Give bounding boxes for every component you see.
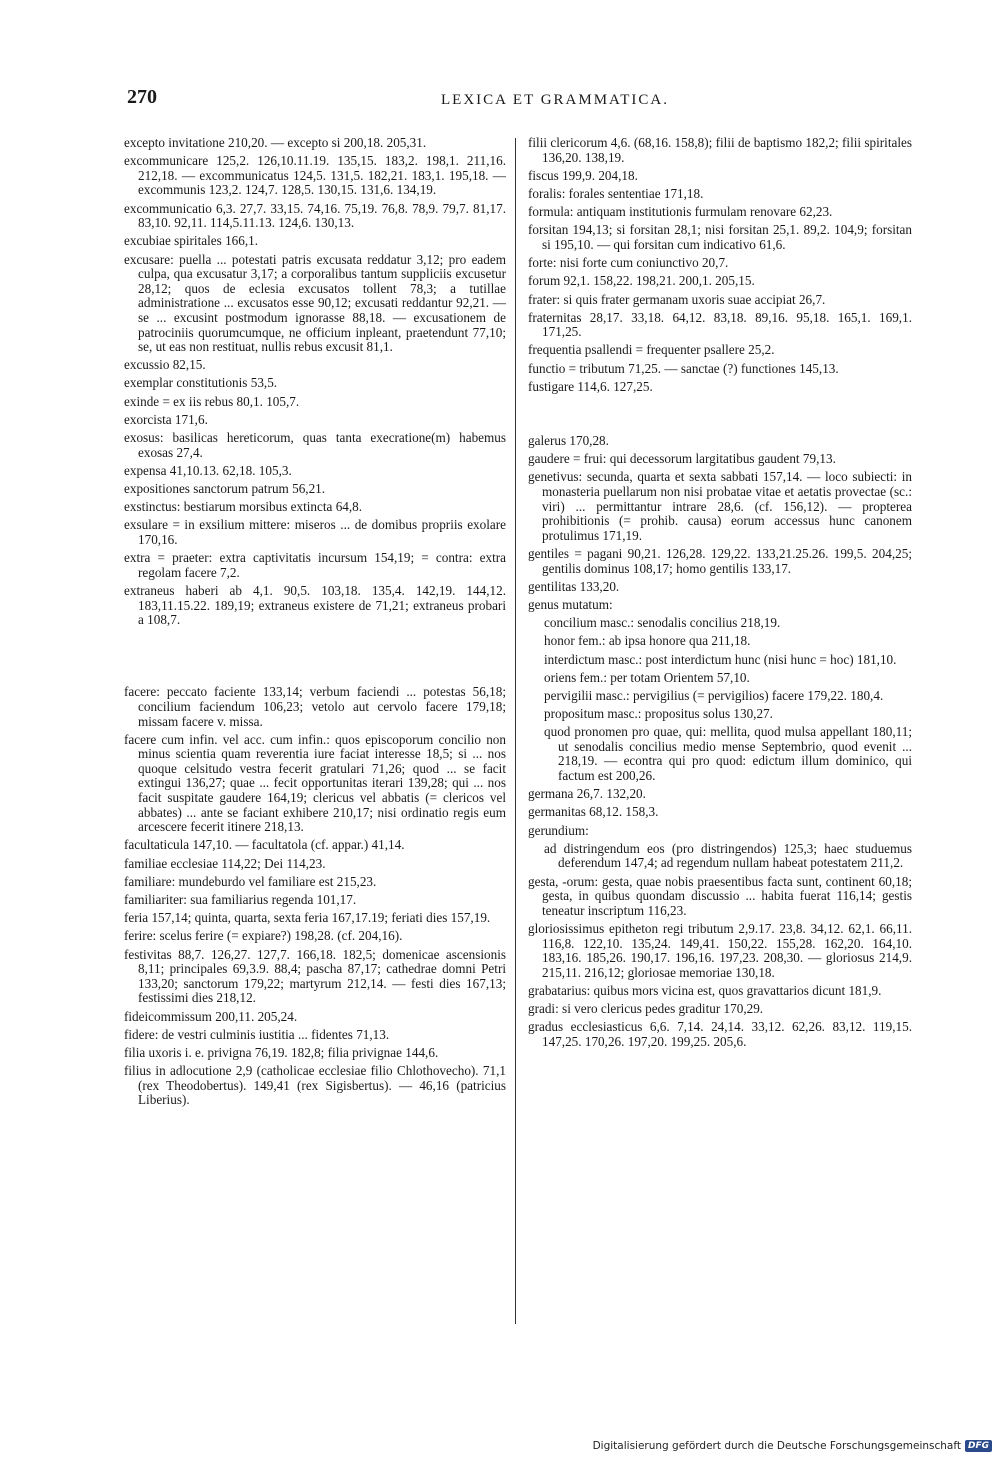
index-entry: excubiae spiritales 166,1. (124, 233, 259, 249)
index-entry: exsulare = in exsilium mittere: miseros ... de domibus propriis exolare 170,16. (124, 517, 506, 547)
gerundium-sub (528, 842, 912, 871)
index-entry: facultaticula 147,10. — facultatola (cf. appar.) 41,14. (124, 837, 405, 853)
page-number: 270 (127, 86, 157, 108)
right-entries-f (528, 136, 912, 394)
index-entry: grabatarius: quibus mors vicina est, quos gravattarios dicunt 181,9. (528, 982, 882, 998)
index-entry: exorcista 171,6. (124, 411, 208, 427)
left-entries-f (124, 685, 506, 1108)
index-entry: extraneus haberi ab 4,1. 90,5. 103,18. 135,4. 142,19. 144,12. 183,11.15.22. 189,19; extraneus existere de 71,21; extraneus probari a 108,7. (124, 582, 506, 628)
index-entry: gentiles = pagani 90,21. 126,28. 129,22. 133,21.25.26. 199,5. 204,25; gentilis dominus 108,17; homo gentilis 133,17. (528, 545, 912, 576)
footer-credit: Digitalisierung gefördert durch die Deutsche Forschungsgemeinschaft (592, 1440, 961, 1452)
left-column (124, 136, 506, 1111)
index-entry: ferire: scelus ferire (= expiare?) 198,28. (cf. 204,16). (124, 928, 403, 944)
index-entry: genetivus: secunda, quarta et sexta sabbati 157,14. — loco subiecti: in monasteria puellarum non nisi probatae vitae et aetatis provectae (sc.: viri) ... permittantur intrare 28,6. (cf. 156,12). — propterea prohibitionis (= prohib. causa) eorum accessus hunc canonem protulimus 171,19. (528, 469, 912, 543)
index-entry: filius in adlocutione 2,9 (catholicae ecclesiae filio Chlothovecho). 71,1 (rex Theodobertus). 149,41 (rex Sigisbertus). — 46,16 (patricius Liberius). (124, 1063, 506, 1108)
index-entry: familiae ecclesiae 114,22; Dei 114,23. (124, 855, 326, 871)
index-entry: genus mutatum: (528, 596, 613, 612)
index-entry: excommunicare 125,2. 126,10.11.19. 135,15. 183,2. 198,1. 211,16. 212,18. — excommunicatus 124,5. 131,5. 182,21. 183,1. 195,18. — excommunis 123,2. 124,7. 128,5. 130,15. 131,6. 134,19. (124, 153, 506, 198)
index-entry: germanitas 68,12. 158,3. (528, 804, 659, 820)
index-entry: festivitas 88,7. 126,27. 127,7. 166,18. 182,5; domenicae ascensionis 8,11; principales 69,3.9. 88,4; pascha 87,17; cathedrae domni Petri 133,20; sanctorum 179,22; martyrum 212,14. — festi dies 167,13; festissimi dies 218,12. (124, 946, 506, 1006)
index-entry: gaudere = frui: qui decessorum largitatibus gaudent 79,13. (528, 451, 836, 467)
index-entry: gentilitas 133,20. (528, 578, 620, 594)
index-entry: honor fem.: ab ipsa honore qua 211,18. (544, 633, 751, 649)
index-entry: filii clericorum 4,6. (68,16. 158,8); filii de baptismo 182,2; filii spiritales 136,20. 138,19. (528, 135, 912, 165)
index-entry: familiariter: sua familiarius regenda 101,17. (124, 892, 357, 907)
index-entry: germana 26,7. 132,20. (528, 786, 646, 802)
column-rule (515, 138, 516, 1324)
index-entry: fideicommissum 200,11. 205,24. (124, 1008, 298, 1024)
index-entry: gradi: si vero clericus pedes graditur 170,29. (528, 1001, 764, 1017)
index-entry: extra = praeter: extra captivitatis incursum 154,19; = contra: extra regolam facere 7,2. (124, 550, 506, 580)
index-entry: gradus ecclesiasticus 6,6. 7,14. 24,14. 33,12. 62,26. 83,12. 119,15. 147,25. 170,26. 197,20. 199,25. 205,6. (528, 1019, 912, 1049)
index-entry: functio = tributum 71,25. — sanctae (?) functiones 145,13. (528, 360, 839, 376)
index-entry: exemplar constitutionis 53,5. (124, 375, 278, 391)
index-entry: feria 157,14; quinta, quarta, sexta feria 167,17.19; feriati dies 157,19. (124, 910, 491, 926)
index-entry: formula: antiquam institutionis furmulam renovare 62,23. (528, 204, 833, 220)
index-entry: gesta, -orum: gesta, quae nobis praesentibus facta sunt, continent 60,18; gesta, in quibus quondam discussio ... habita fuerat 116,14; gestis teneatur inscriptum 116,23. (528, 873, 912, 918)
index-entry: expositiones sanctorum patrum 56,21. (124, 481, 326, 496)
index-entry: galerus 170,28. (528, 433, 609, 449)
right-column (528, 136, 912, 1053)
index-entry: excommunicatio 6,3. 27,7. 33,15. 74,16. 75,19. 76,8. 78,9. 79,7. 81,17. 83,10. 92,11. 114,5.11.13. 124,6. 130,13. (124, 200, 506, 231)
footer (593, 1440, 992, 1452)
running-head: LEXICA ET GRAMMATICA. (441, 92, 669, 108)
index-entry: frequentia psallendi = frequenter psallere 25,2. (528, 342, 775, 358)
index-entry: propositum masc.: propositus solus 130,27. (544, 706, 773, 722)
index-entry: foralis: forales sententiae 171,18. (528, 185, 704, 201)
index-entry: excusare: puella ... potestati patris excusata reddatur 3,12; pro eadem culpa, qua excusatur 3,17; a corporalibus tantum suppliciis excusetur 28,12; quos de eclesia excusatos tollent 78,3; a tutillae administratione ... excusatos esse 90,12; excusati reddantur 92,21. — se ... excusint postmodum ignorasse 88,18. — excusationem de patrociniis quorumcumque, ne officium inpleant, praetendunt 77,10; se, ut eas non restituat, nullis rebus excusit 81,1. (124, 251, 506, 355)
index-entry: concilium masc.: senodalis concilius 218,19. (544, 615, 781, 631)
index-entry: forte: nisi forte cum coniunctivo 20,7. (528, 255, 729, 271)
index-entry: filia uxoris i. e. privigna 76,19. 182,8; filia privignae 144,6. (124, 1044, 439, 1060)
index-entry: excepto invitatione 210,20. — excepto si 200,18. 205,31. (124, 135, 427, 150)
left-entries-e (124, 136, 506, 628)
index-entry: interdictum masc.: post interdictum hunc (nisi hunc = hoc) 181,10. (544, 651, 897, 667)
right-entries-g2 (528, 787, 912, 838)
index-entry: ad distringendum eos (pro distringendos) 125,3; haec studuemus deferendum 147,4; ad regendum nullam habeat potestatem 211,2. (544, 840, 912, 871)
index-entry: excussio 82,15. (124, 357, 206, 373)
index-entry: facere: peccato faciente 133,14; verbum faciendi ... potestas 56,18; concilium faciendum 106,23; vetolo aut cervolo facere 179,18; missam facere v. missa. (124, 684, 506, 729)
dfg-logo: DFG (965, 1440, 992, 1452)
index-entry: fidere: de vestri culminis iustitia ... fidentes 71,13. (124, 1026, 390, 1042)
index-entry: pervigilii masc.: pervigilius (= pervigilios) facere 179,22. 180,4. (544, 687, 884, 703)
genus-mutatum-sub (528, 616, 912, 784)
index-entry: exosus: basilicas hereticorum, quas tanta execratione(m) habemus exosas 27,4. (124, 430, 506, 460)
right-entries-g (528, 434, 912, 613)
index-entry: forsitan 194,13; si forsitan 28,1; nisi forsitan 25,1. 89,2. 104,9; forsitan si 195,10. — qui forsitan cum indicativo 61,6. (528, 222, 912, 252)
index-entry: frater: si quis frater germanam uxoris suae accipiat 26,7. (528, 291, 826, 307)
index-entry: fraternitas 28,17. 33,18. 64,12. 83,18. 89,16. 95,18. 165,1. 169,1. 171,25. (528, 309, 912, 340)
index-entry: exinde = ex iis rebus 80,1. 105,7. (124, 393, 300, 409)
index-entry: fustigare 114,6. 127,25. (528, 378, 653, 394)
index-entry: quod pronomen pro quae, qui: mellita, quod mulsa appellant 180,11; ut senodalis concilius medio mense Septembrio, quod evenit ... 218,19. — econtra qui pro quod: edictum illum dominico, qui factum est 200,26. (544, 724, 912, 784)
index-entry: facere cum infin. vel acc. cum infin.: quos episcoporum concilio non minus scientia quam reverentia iure faciat interesse 18,5; si ... nos quoque celsitudo vestra fecerit gratulari 71,26; quod ... se facit extingui 136,27; quae ... fecit opportunitas iterari 139,28; qui ... nos facit suspitate gaudere 164,19; clericus vel abbatis (= clericos vel abbates) ... ante se faciant exhibere 210,17; nisi ordinatio regis eum arcescere fecerit itinere 218,13. (124, 731, 506, 835)
index-entry: oriens fem.: per totam Orientem 57,10. (544, 669, 750, 685)
index-entry: forum 92,1. 158,22. 198,21. 200,1. 205,15. (528, 273, 755, 289)
index-entry: expensa 41,10.13. 62,18. 105,3. (124, 462, 292, 478)
index-entry: familiare: mundeburdo vel familiare est 215,23. (124, 873, 377, 889)
index-entry: exstinctus: bestiarum morsibus extincta 64,8. (124, 499, 363, 515)
index-entry: gerundium: (528, 822, 589, 838)
right-entries-g3 (528, 875, 912, 1050)
index-entry: gloriosissimus epitheton regi tributum 2,9.17. 23,8. 34,12. 62,1. 66,11. 116,8. 122,10. 135,24. 149,41. 150,22. 155,28. 162,20. 164,10. 183,16. 185,26. 190,17. 196,16. 197,23. 208,30. — gloriosus 214,9. 215,11. 216,12; gloriosae memoriae 130,18. (528, 920, 912, 980)
index-entry: fiscus 199,9. 204,18. (528, 167, 638, 183)
